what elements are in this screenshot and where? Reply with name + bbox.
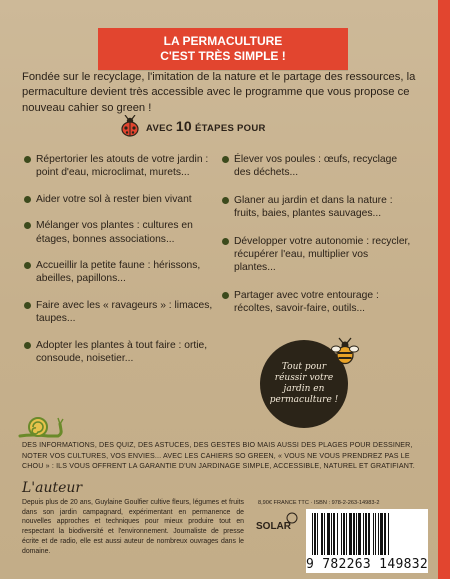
barcode-bar: [353, 513, 355, 555]
author-bio: Depuis plus de 20 ans, Guylaine Goulfier cultive fleurs, légumes et fruits dans son jardin campagnard, expérimentant en permanence de nouvelles approches et techniques pour mieux produire tout en respectant la biodiversité et l'environnement. Journaliste de presse écrite et de radio, elle est aussi auteur de nombreux ouvrages dans le domaine.: [22, 499, 244, 555]
intro-paragraph: Fondée sur le recyclage, l'imitation de la nature et le partage des ressources, la permaculture devient très accessible avec le programme que vous propose ce nouveau cahier so green !: [22, 71, 416, 114]
barcode-bar: [365, 513, 367, 555]
barcode-bar: [378, 513, 379, 555]
author-heading: L'auteur: [22, 480, 83, 496]
steps-header: [118, 115, 266, 137]
barcode-bar: [312, 513, 313, 555]
list-item: Adopter les plantes à tout faire : ortie, consoude, noisetier...: [24, 339, 214, 366]
list-item: Élever vos poules : œufs, recyclage des déchets...: [222, 153, 412, 180]
barcode: [306, 509, 428, 573]
steps-number: 10: [175, 118, 193, 134]
barcode-bar: [321, 513, 323, 555]
barcode-bar: [380, 513, 383, 555]
barcode-bar: [373, 513, 374, 555]
steps-right-column: [222, 153, 412, 316]
list-item: Mélanger vos plantes : cultures en étages, bonnes associations...: [24, 219, 214, 246]
list-item: Glaner au jardin et dans la nature : fruits, baies, plantes sauvages...: [222, 194, 412, 221]
bee-icon: [330, 337, 360, 365]
steps-prefix: AVEC: [146, 123, 173, 134]
barcode-bar: [314, 513, 316, 555]
steps-label: [146, 118, 266, 134]
steps-left-column: [24, 153, 214, 365]
barcode-bar: [324, 513, 325, 555]
badge-line-2: réussir votre: [274, 373, 334, 383]
publisher-name: SOLAR: [256, 521, 291, 532]
badge-line-4: permaculture !: [269, 395, 339, 405]
barcode-bar: [375, 513, 376, 555]
banner-line-2: C'EST TRÈS SIMPLE !: [160, 49, 286, 63]
title-banner: [98, 28, 348, 70]
publisher-logo-mark: [256, 512, 300, 534]
barcode-bar: [333, 513, 335, 555]
barcode-bar: [384, 513, 386, 555]
barcode-bar: [346, 513, 347, 555]
snail-icon: [18, 412, 64, 440]
barcode-bar: [363, 513, 364, 555]
steps-suffix: ÉTAPES POUR: [194, 123, 266, 134]
list-item: Partager avec votre entourage : récoltes, savoir-faire, outils...: [222, 289, 412, 316]
barcode-bar: [331, 513, 332, 555]
list-item: Faire avec les « ravageurs » : limaces, taupes...: [24, 299, 214, 326]
badge-line-1: Tout pour: [281, 362, 327, 372]
red-spine: [438, 0, 450, 579]
list-item: Aider votre sol à rester bien vivant: [24, 193, 214, 206]
badge-line-3: jardin en: [283, 384, 325, 394]
list-item: Développer votre autonomie : recycler, récupérer l'eau, multiplier vos plantes...: [222, 235, 412, 275]
publisher-logo: [256, 512, 300, 534]
barcode-bar: [317, 513, 318, 555]
barcode-bar: [349, 513, 352, 555]
list-item: Accueillir la petite faune : hérissons, abeilles, papillons...: [24, 259, 214, 286]
ladybug-icon: [118, 115, 142, 137]
list-item: Répertorier les atouts de votre jardin : point d'eau, microclimat, murets...: [24, 153, 214, 180]
barcode-bar: [358, 513, 361, 555]
barcode-bar: [327, 513, 330, 555]
barcode-bar: [368, 513, 370, 555]
barcode-bar: [343, 513, 345, 555]
barcode-bar: [356, 513, 357, 555]
bottom-description: DES INFORMATIONS, DES QUIZ, DES ASTUCES, DES GESTES BIO MAIS AUSSI DES PLAGES POUR DESSINER, NOTER VOS CULTURES, VOS ENVIES... AVEC LES CAHIERS SO GREEN, « VOUS NE VOUS PRENDREZ PAS LE CHOU » : ILS VOUS OFFRENT LA GARANTIE D'UN JARDINAGE SIMPLE, ACCESSIBLE, NATUREL ET GRATIFIANT.: [22, 441, 415, 471]
barcode-bar: [388, 513, 389, 555]
barcode-digits: 9 782263 149832: [306, 557, 428, 572]
banner-line-1: LA PERMACULTURE: [163, 34, 283, 48]
barcode-bar: [337, 513, 338, 555]
price-isbn-line: 8,90€ FRANCE TTC · ISBN : 978-2-263-14983-2: [258, 500, 380, 506]
barcode-bar: [341, 513, 342, 555]
barcode-bars: [306, 509, 428, 557]
